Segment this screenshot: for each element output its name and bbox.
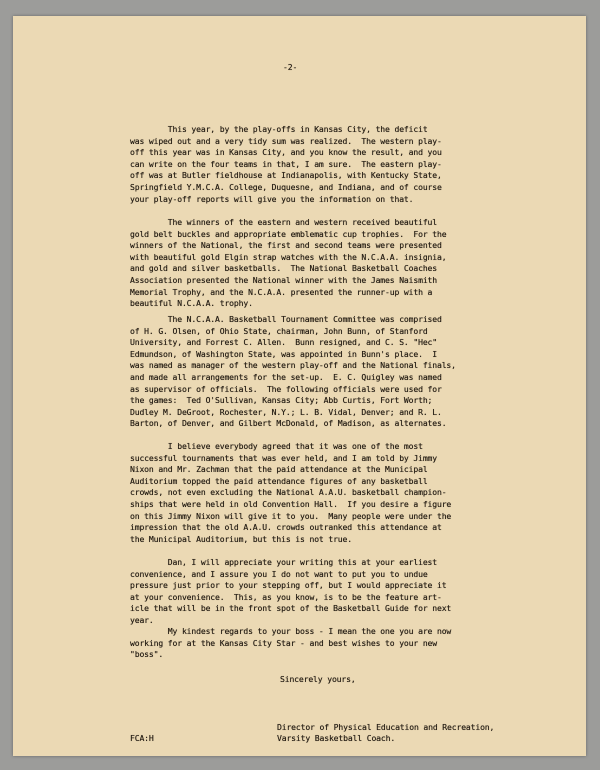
- signature-title-line1: Director of Physical Education and Recreation,: [277, 722, 495, 732]
- reference-initials: FCA:H: [130, 733, 154, 743]
- paragraph-deficit: This year, by the play-offs in Kansas City, the deficit was wiped out and a very tidy sum was realized. The western play- off this year was in Kansas City, and you know the result, and you can write on the four teams in that, I am sure. The eastern play- off was at Butler fieldhouse at Indianapolis, with Kentucky State, Springfield Y.M.C.A. College, Duquesne, and Indiana, and of course your play-off reports will give you the information on that.: [130, 124, 442, 204]
- paragraph-attendance: I believe everybody agreed that it was one of the most successful tournaments that was ever held, and I am told by Jimmy Nixon and Mr. Zachman that the paid attendance at the Municipal Auditorium topped the paid attendance figures of any basketball crowds, not even excluding the National A.A.U. basketball champion- ships that were held in old Convention Hall. If you desire a figure on this Jimmy Nixon will give it to you. Many people were under the impression that the old A.A.U. crowds outranked this attendance at the Municipal Auditorium, but this is not true.: [130, 441, 452, 544]
- paragraph-trophies: The winners of the eastern and western received beautiful gold belt buckles and appropriate emblematic cup trophies. For the winners of the National, the first and second teams were presented with beautiful gold Elgin strap watches with the N.C.A.A. insignia, and gold and silver basketballs. The National Basketball Coaches Association presented the National winner with the James Naismith Memorial Trophy, and the N.C.A.A. presented the runner-up with a beautiful N.C.A.A. trophy.: [130, 217, 447, 309]
- page-number: -2-: [283, 62, 298, 72]
- signature-title-line2: Varsity Basketball Coach.: [277, 733, 396, 743]
- paragraph-regards: My kindest regards to your boss - I mean the one you are now working for at the Kansas City Star - and best wishes to your new "boss".: [130, 626, 452, 660]
- paragraph-request: Dan, I will appreciate your writing this at your earliest convenience, and I assure you I do not want to put you to undue pressure just prior to your stepping off, but I would appreciate it at your convenience. This, as you know, is to be the feature art- icle that will be in the front spot of the Basketball Guide for next year.: [130, 557, 452, 625]
- paragraph-committee: The N.C.A.A. Basketball Tournament Committee was comprised of H. G. Olsen, of Ohio State, chairman, John Bunn, of Stanford University, and Forrest C. Allen. Bunn resigned, and C. S. "Hec" Edmundson, of Washington State, was appointed in Bunn's place. I was named as manager of the western play-off and the National finals, and made all arrangements for the set-up. E. C. Quigley was named as supervisor of officials. The following officials were used for the games: Ted O'Sullivan, Kansas City; Abb Curtis, Fort Worth; Dudley M. DeGroot, Rochester, N.Y.; L. B. Vidal, Denver; and R. L. Barton, of Denver, and Gilbert McDonald, of Madison, as alternates.: [130, 314, 456, 429]
- closing: Sincerely yours,: [280, 674, 356, 684]
